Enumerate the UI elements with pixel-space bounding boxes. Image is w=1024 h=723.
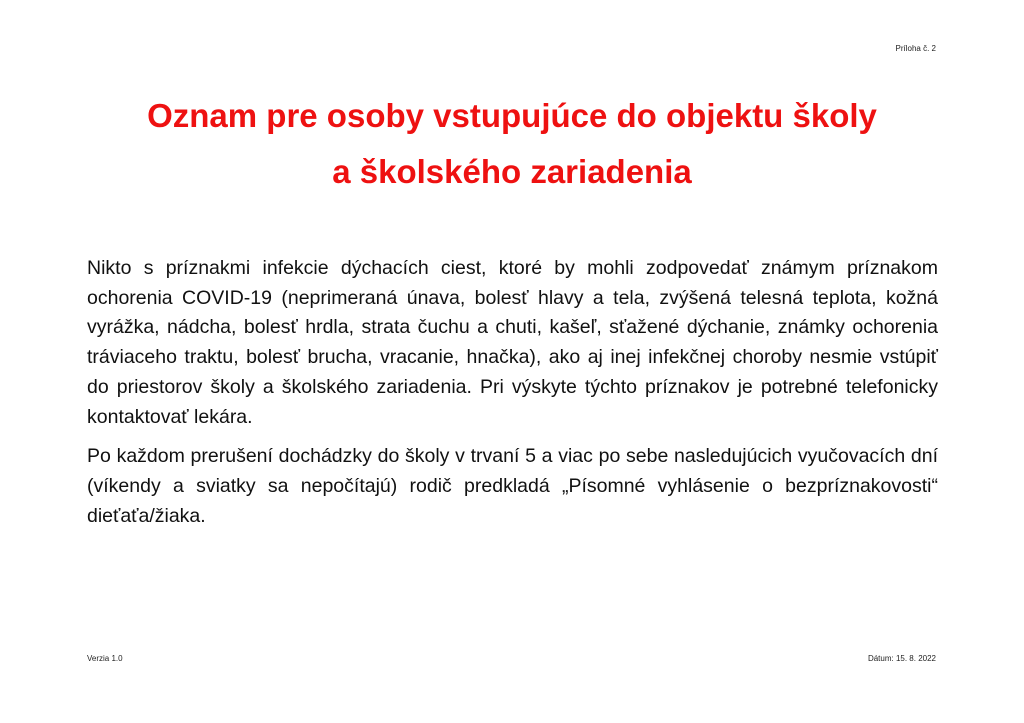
version-label: Verzia 1.0 xyxy=(87,654,123,663)
page-title xyxy=(40,88,984,200)
paragraph-symptoms: Nikto s príznakmi infekcie dýchacích ciest, ktoré by mohli zodpovedať známym príznakom ochorenia COVID-19 (neprimeraná únava, bolesť hlavy a tela, zvýšená telesná teplota, kožná vyrážka, nádcha, bolesť hrdla, strata čuchu a chuti, kašeľ, sťažené dýchanie, známky ochorenia tráviaceho traktu, bolesť brucha, vracanie, hnačka), ako aj inej infekčnej choroby nesmie vstúpiť do priestorov školy a školského zariadenia. Pri výskyte týchto príznakov je potrebné telefonicky kontaktovať lekára. xyxy=(87,257,938,428)
paragraph-absence: Po každom prerušení dochádzky do školy v trvaní 5 a viac po sebe nasledujúcich vyučovacích dní (víkendy a sviatky sa nepočítajú) rodič predkladá „Písomné vyhlásenie o bezpríznakovosti“ dieťaťa/žiaka. xyxy=(87,445,938,527)
date-label: Dátum: 15. 8. 2022 xyxy=(867,654,936,663)
title-line-1: Oznam pre osoby vstupujúce do objektu školy xyxy=(147,97,877,134)
notice-body xyxy=(87,254,938,541)
annex-label: Príloha č. 2 xyxy=(895,44,936,53)
title-line-2: a školského zariadenia xyxy=(332,153,692,190)
